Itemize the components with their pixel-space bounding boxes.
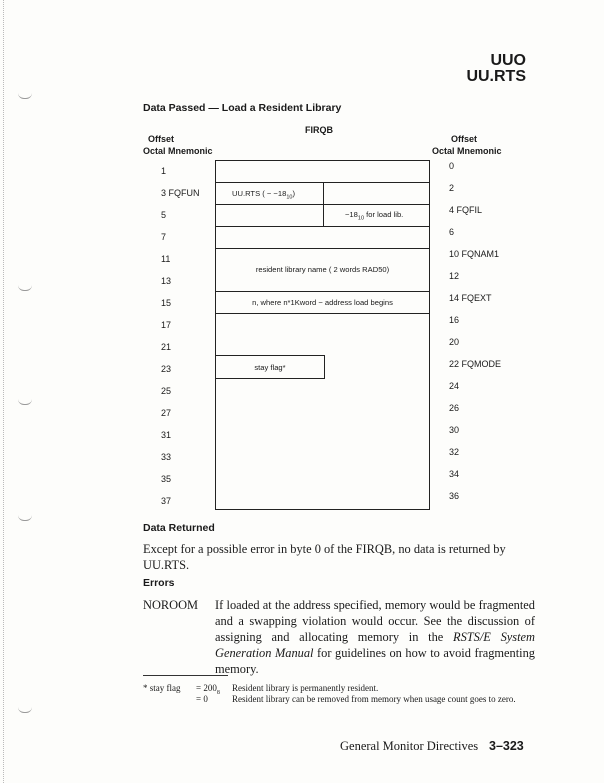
left-offset-label: 5 bbox=[161, 210, 167, 220]
right-offset-label: 6 bbox=[449, 227, 455, 237]
footnote-label: * stay flag bbox=[143, 683, 181, 693]
right-offset-label: 14 FQEXT bbox=[449, 293, 492, 303]
left-offset-label: 7 bbox=[161, 232, 167, 242]
data-passed-title: Data Passed — Load a Resident Library bbox=[143, 102, 342, 114]
margin-mark bbox=[18, 398, 32, 405]
error-code: NOROOM bbox=[143, 598, 199, 612]
left-offset-label: 33 bbox=[161, 452, 172, 462]
row-divider bbox=[215, 248, 430, 249]
right-offset-label: 12 bbox=[449, 271, 460, 281]
right-offset-label: 36 bbox=[449, 491, 460, 501]
uu-rts-cell: UU.RTS ( − $-18_{10}$) bbox=[232, 189, 295, 201]
footnote-desc1: Resident library is permanently resident. bbox=[232, 683, 379, 693]
left-column-header bbox=[143, 133, 223, 157]
footnote-eq1: = $200_8$ bbox=[196, 683, 220, 696]
left-offset-label: 25 bbox=[161, 386, 172, 396]
resident-library-name-cell: resident library name ( 2 words RAD50) bbox=[255, 265, 390, 274]
stay-flag-cell: stay flag* bbox=[254, 363, 286, 372]
right-header-offset: Offset bbox=[451, 134, 478, 144]
left-offset-label: 27 bbox=[161, 408, 172, 418]
right-offset-label: 30 bbox=[449, 425, 460, 435]
left-offset-label: 17 bbox=[161, 320, 172, 330]
header-uuo: UUO bbox=[490, 52, 526, 69]
left-offset-label: 23 bbox=[161, 364, 172, 374]
margin-mark bbox=[18, 514, 32, 521]
left-offset-label: 11 bbox=[161, 254, 171, 264]
right-offset-label: 32 bbox=[449, 447, 460, 457]
right-offset-label: 34 bbox=[449, 469, 460, 479]
row-divider bbox=[215, 226, 430, 227]
header-uu-rts: UU.RTS bbox=[466, 68, 526, 85]
right-offset-label: 24 bbox=[449, 381, 460, 391]
right-offset-label: 20 bbox=[449, 337, 460, 347]
block-name: FIRQB bbox=[305, 125, 333, 135]
margin-mark bbox=[18, 284, 32, 291]
right-offset-label: 2 bbox=[449, 183, 455, 193]
page-number: 3–323 bbox=[489, 739, 524, 753]
error-description: If loaded at the address specified, memory would be fragmented and a swapping violation would occur. See the discussion of assigning and allocating memory in the RSTS/E System Generation Manual for guidelines on how to avoid fragmenting memory. bbox=[215, 598, 535, 676]
minus18-cell: $-18_{10}$ for load lib. bbox=[345, 210, 404, 222]
left-header-mnemonic: Octal Mnemonic bbox=[143, 146, 213, 156]
right-offset-label: 22 FQMODE bbox=[449, 359, 502, 369]
right-offset-label: 10 FQNAM1 bbox=[449, 249, 500, 259]
left-offset-label: 1 bbox=[161, 166, 167, 176]
left-offset-label: 3 FQFUN bbox=[161, 188, 200, 198]
left-offset-label: 31 bbox=[161, 430, 172, 440]
right-offset-label: 26 bbox=[449, 403, 460, 413]
left-header-offset: Offset bbox=[148, 134, 175, 144]
right-offset-label: 0 bbox=[449, 161, 455, 171]
left-offset-label: 13 bbox=[161, 276, 172, 286]
data-returned-title: Data Returned bbox=[143, 522, 215, 534]
margin-mark bbox=[18, 706, 32, 713]
footnote-eq2: = 0 bbox=[196, 694, 208, 704]
page-edge bbox=[3, 0, 4, 783]
right-column-header bbox=[432, 133, 522, 157]
address-cell: n, where n*1Kword − address load begins bbox=[252, 298, 393, 307]
right-header-mnemonic: Octal Mnemonic bbox=[432, 146, 502, 156]
data-returned-text: Except for a possible error in byte 0 of the FIRQB, no data is returned by UU.RTS. bbox=[143, 542, 506, 572]
footer-title: General Monitor Directives bbox=[340, 739, 479, 753]
left-offset-label: 15 bbox=[161, 298, 172, 308]
column-divider bbox=[323, 182, 324, 226]
footnote-rule bbox=[143, 675, 228, 676]
left-offset-label: 35 bbox=[161, 474, 172, 484]
right-offset-label: 16 bbox=[449, 315, 460, 325]
left-offset-label: 37 bbox=[161, 496, 172, 506]
left-offset-label: 21 bbox=[161, 342, 172, 352]
right-offset-label: 4 FQFIL bbox=[449, 205, 483, 215]
row-divider bbox=[215, 291, 430, 292]
row-divider bbox=[215, 313, 430, 314]
footnote-desc2: Resident library can be removed from memory when usage count goes to zero. bbox=[232, 694, 516, 704]
errors-title: Errors bbox=[143, 577, 175, 589]
margin-mark bbox=[18, 92, 32, 99]
